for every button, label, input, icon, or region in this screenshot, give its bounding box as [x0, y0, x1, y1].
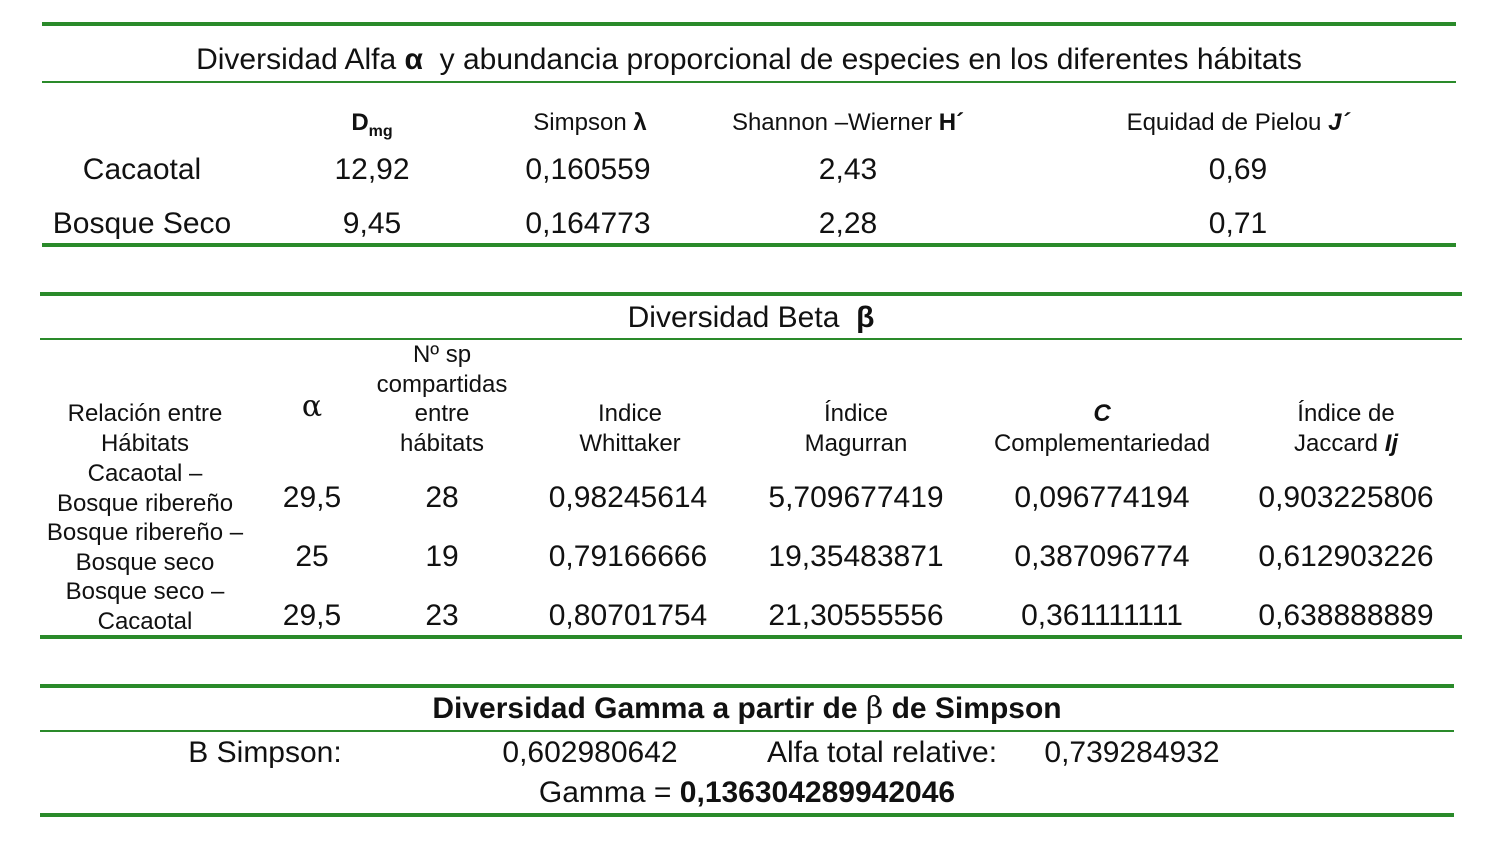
- header-dmg: [312, 108, 432, 141]
- j-prime-symbol: J´: [1328, 109, 1350, 136]
- beta-row-alpha: 29,5: [282, 599, 342, 632]
- lambda-symbol: λ: [633, 109, 647, 136]
- beta-row-relation: [40, 577, 250, 636]
- gamma-bottom-rule: [40, 813, 1454, 817]
- header-shannon: [700, 108, 996, 138]
- beta-row-complementarity: 0,387096774: [1014, 540, 1190, 573]
- c-symbol: C: [1093, 400, 1111, 427]
- beta-row-relation: [40, 459, 250, 518]
- beta-row-alpha: 29,5: [282, 481, 342, 514]
- whittaker-line-2: Whittaker: [579, 429, 681, 457]
- alpha-row-shannon: 2,28: [818, 207, 878, 240]
- alpha-row-habitat: Bosque Seco: [52, 207, 232, 240]
- beta-row-jaccard: 0,638888889: [1258, 599, 1434, 632]
- magurran-line-2: Magurran: [804, 429, 908, 457]
- beta-row-whittaker: 0,98245614: [548, 481, 708, 514]
- simpson-text: Simpson: [533, 109, 627, 136]
- relation-a: Bosque seco –: [65, 578, 225, 605]
- beta-row-shared: 19: [425, 540, 459, 573]
- beta-title-rule: [40, 338, 1462, 340]
- b-simpson-value: 0,602980642: [502, 736, 678, 769]
- whittaker-line-1: Indice: [597, 400, 663, 427]
- alpha-symbol: α: [404, 43, 423, 76]
- gamma-top-rule: [40, 684, 1454, 688]
- alpha-table-title: [42, 45, 1456, 75]
- alpha-row-pielou: 0,71: [1208, 207, 1268, 240]
- beta-row-alpha: 25: [295, 540, 329, 573]
- shared-line-4: hábitats: [399, 429, 485, 457]
- header-jaccard: [1246, 399, 1446, 458]
- gamma-title-rule: [40, 730, 1454, 732]
- alpha-row-dmg: 9,45: [342, 207, 402, 240]
- b-simpson-label: B Simpson:: [188, 736, 342, 769]
- alpha-row-pielou: 0,69: [1208, 153, 1268, 186]
- beta-table-title: [40, 303, 1462, 333]
- jaccard-line-1: Índice de: [1297, 400, 1395, 427]
- alpha-bottom-rule: [42, 243, 1456, 247]
- alpha-title-rest: y abundancia proporcional de especies en los diferentes hábitats: [439, 43, 1302, 76]
- header-complementarity: [972, 399, 1232, 458]
- beta-symbol: β: [856, 301, 875, 334]
- beta-bottom-rule: [40, 635, 1462, 639]
- shared-line-2: compartidas: [376, 370, 508, 398]
- beta-row-magurran: 21,30555556: [768, 599, 944, 632]
- beta-row-complementarity: 0,361111111: [1021, 599, 1183, 632]
- jaccard-text: Jaccard: [1293, 429, 1379, 457]
- shannon-text: Shannon –Wierner: [731, 109, 933, 136]
- relation-line-1: Relación entre: [67, 400, 223, 427]
- beta-row-jaccard: 0,903225806: [1258, 481, 1434, 514]
- dmg-main: D: [351, 109, 369, 136]
- header-simpson: [490, 108, 690, 138]
- relation-a: Bosque ribereño –: [46, 519, 244, 546]
- header-shared-species: [362, 340, 522, 458]
- ij-symbol: Ij: [1384, 429, 1399, 457]
- beta-row-relation: [40, 518, 250, 577]
- pielou-text: Equidad de Pielou: [1126, 109, 1322, 136]
- gamma-result: [40, 778, 1454, 808]
- h-prime-symbol: H´: [938, 109, 965, 136]
- alpha-total-label: Alfa total relative:: [766, 736, 998, 769]
- beta-row-whittaker: 0,80701754: [548, 599, 708, 632]
- alpha-row-simpson: 0,164773: [525, 207, 651, 240]
- alpha-row-simpson: 0,160559: [525, 153, 651, 186]
- relation-b: Cacaotal: [97, 607, 193, 635]
- dmg-sub: mg: [368, 123, 393, 140]
- alpha-title-text: Diversidad Alfa: [196, 43, 397, 76]
- beta-top-rule: [40, 292, 1462, 296]
- shared-line-1: Nº sp: [412, 341, 472, 368]
- beta-row-jaccard: 0,612903226: [1258, 540, 1434, 573]
- header-relation: [40, 399, 250, 458]
- beta-row-shared: 28: [425, 481, 459, 514]
- complementarity-text: Complementariedad: [993, 429, 1211, 457]
- relation-a: Cacaotal –: [87, 460, 203, 487]
- header-magurran: [756, 399, 956, 458]
- gamma-value: 0,136304289942046: [679, 776, 956, 809]
- title-rule: [42, 81, 1456, 83]
- header-alpha: α: [301, 389, 323, 424]
- alpha-total-value: 0,739284932: [1044, 736, 1220, 769]
- top-rule: [42, 22, 1456, 26]
- beta-row-complementarity: 0,096774194: [1014, 481, 1190, 514]
- gamma-title-text: Diversidad Gamma a partir de: [432, 692, 858, 725]
- relation-line-2: Hábitats: [100, 429, 190, 457]
- magurran-line-1: Índice: [823, 400, 889, 427]
- shared-line-3: entre: [414, 400, 470, 427]
- relation-b: Bosque ribereño: [56, 489, 234, 517]
- header-whittaker: [530, 399, 730, 458]
- beta-row-magurran: 19,35483871: [768, 540, 944, 573]
- beta-row-whittaker: 0,79166666: [548, 540, 708, 573]
- alpha-row-dmg: 12,92: [334, 153, 410, 186]
- beta-symbol: β: [865, 691, 884, 726]
- jaccard-line-2: [1246, 429, 1446, 459]
- beta-row-magurran: 5,709677419: [768, 481, 944, 514]
- relation-b: Bosque seco: [75, 548, 215, 576]
- gamma-table-title: [40, 691, 1454, 726]
- alpha-row-habitat: Cacaotal: [82, 153, 202, 186]
- alpha-row-shannon: 2,43: [818, 153, 878, 186]
- gamma-title-rest: de Simpson: [891, 692, 1062, 725]
- beta-row-shared: 23: [425, 599, 459, 632]
- header-pielou: [1080, 108, 1396, 138]
- gamma-label: Gamma =: [538, 776, 672, 809]
- beta-title-text: Diversidad Beta: [627, 301, 840, 334]
